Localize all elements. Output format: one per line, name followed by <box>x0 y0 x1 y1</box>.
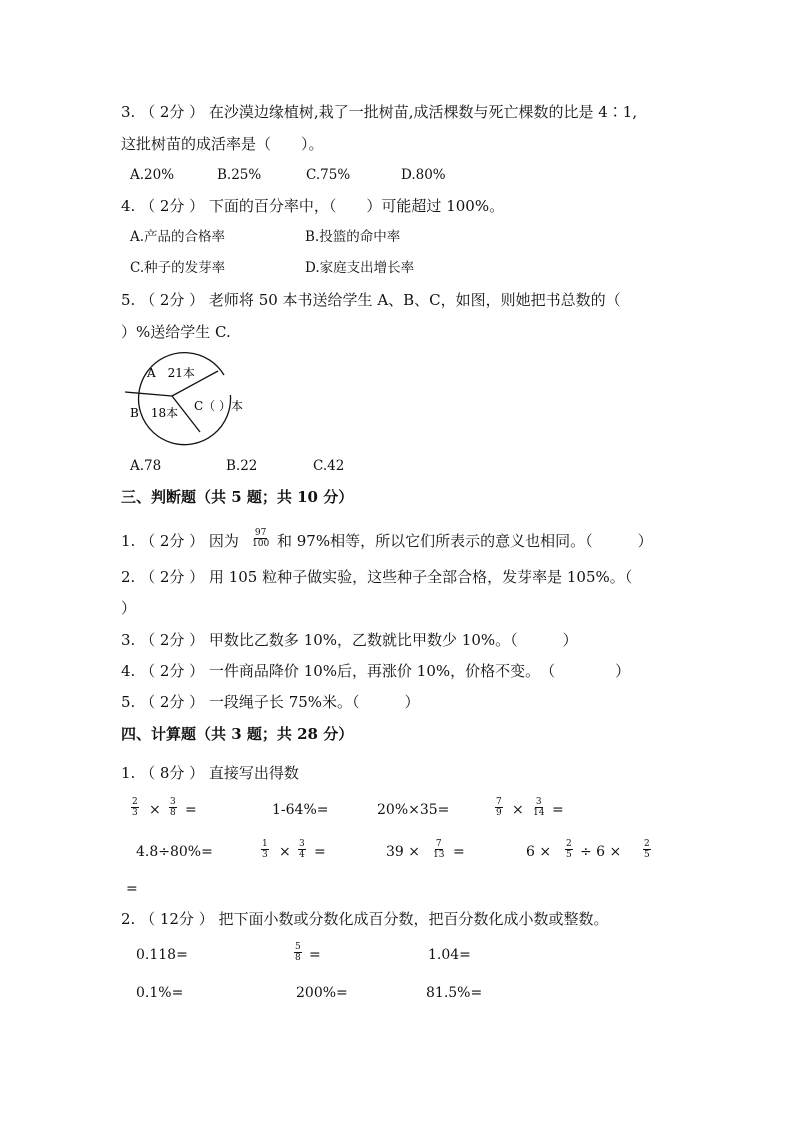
fraction-numerator: 2 <box>566 839 572 849</box>
fraction-denominator: 4 <box>299 850 305 860</box>
q3-option-b: B.25% <box>217 167 262 183</box>
fraction-denominator: 9 <box>496 808 502 818</box>
s4-q2-title: 2. （ 12分 ） 把下面小数或分数化成百分数，把百分数化成小数或整数。 <box>121 910 609 928</box>
q5-stem-line1: 5. （ 2分 ） 老师将 50 本书送给学生 A、B、C，如图，则她把书总数的（ <box>121 291 621 309</box>
s4-q2-expr4: 0.1%= <box>136 985 184 1001</box>
s4-q1-r1-frac-b <box>169 797 177 818</box>
fraction-denominator: 100 <box>252 539 270 549</box>
s4-q1-r2-frac-j <box>643 839 651 860</box>
fraction-numerator: 3 <box>299 839 305 849</box>
section3-title: 三、判断题（共 5 题；共 10 分） <box>121 488 354 506</box>
s4-q1-title: 1. （ 8分 ） 直接写出得数 <box>121 764 299 782</box>
s3-q1-prefix: 1. （ 2分 ） 因为 <box>121 532 239 550</box>
s4-q1-r2-frac-f <box>261 839 269 860</box>
pie-label-c: C（ ）本 <box>194 399 243 413</box>
q4-stem: 4. （ 2分 ） 下面的百分率中，（ ）可能超过 100%。 <box>121 197 505 215</box>
q5-option-b: B.22 <box>226 458 258 474</box>
s3-q4: 4. （ 2分 ） 一件商品降价 10%后，再涨价 10%，价格不变。 （ ） <box>121 662 631 680</box>
fraction-numerator: 3 <box>170 797 176 807</box>
q4-option-a: A.产品的合格率 <box>130 229 226 245</box>
s4-q2-expr5: 200%= <box>296 985 348 1001</box>
s4-q1-r3-equals: = <box>126 881 138 897</box>
fraction-denominator: 8 <box>295 953 301 963</box>
equals-sign: = <box>552 802 564 818</box>
fraction-denominator: 14 <box>533 808 545 818</box>
q5-option-c: C.42 <box>313 458 345 474</box>
q5-option-a: A.78 <box>130 458 162 474</box>
s4-q1-r2-expr1: 4.8÷80%= <box>136 844 213 860</box>
fraction-denominator: 13 <box>433 850 445 860</box>
q4-option-c: C.种子的发芽率 <box>130 260 226 276</box>
q4-option-d: D.家庭支出增长率 <box>305 260 415 276</box>
s3-q3: 3. （ 2分 ） 甲数比乙数多 10%，乙数就比甲数少 10%。（ ） <box>121 631 578 649</box>
s4-q2-expr3: 1.04= <box>428 947 471 963</box>
s4-q1-r1-frac-c <box>495 797 503 818</box>
s4-q1-r2-frac-g <box>298 839 306 860</box>
q3-option-a: A.20% <box>130 167 175 183</box>
fraction-numerator: 2 <box>644 839 650 849</box>
fraction-numerator: 5 <box>295 942 301 952</box>
q5-stem-line2: ）%送给学生 C. <box>121 323 231 341</box>
times-sign: × <box>279 844 291 860</box>
s4-q1-r1-expr2: 1-64%= <box>272 802 329 818</box>
s4-q1-r1-expr3: 20%×35= <box>377 802 450 818</box>
equals-sign: = <box>314 844 326 860</box>
fraction-denominator: 8 <box>170 808 176 818</box>
pie-label-a: A 21本 <box>147 366 195 380</box>
s3-q1-fraction <box>251 528 270 549</box>
s4-q1-r2-frac-i <box>565 839 573 860</box>
q3-option-d: D.80% <box>401 167 446 183</box>
s4-q2-expr1: 0.118= <box>136 947 188 963</box>
s3-q5: 5. （ 2分 ） 一段绳子长 75%米。（ ） <box>121 693 420 711</box>
q3-stem-line1: 3. （ 2分 ） 在沙漠边缘植树,栽了一批树苗,成活棵数与死亡棵数的比是 4∶1, <box>121 103 638 121</box>
pie-label-b: B 18本 <box>130 406 179 420</box>
q4-option-b: B.投篮的命中率 <box>305 229 401 245</box>
q5-pie-diagram <box>118 350 258 454</box>
fraction-denominator: 3 <box>132 808 138 818</box>
times-sign: × <box>512 802 524 818</box>
s3-q2-line2: ） <box>121 599 137 617</box>
q3-option-c: C.75% <box>306 167 351 183</box>
s4-q2-frac <box>294 942 302 963</box>
s4-q1-r2-expr4-middle: ÷ 6 × <box>580 844 622 860</box>
pie-divider-a-b <box>125 392 172 396</box>
s3-q2-line1: 2. （ 2分 ） 用 105 粒种子做实验，这些种子全部合格，发芽率是 105%。（ <box>121 568 633 586</box>
fraction-denominator: 5 <box>644 850 650 860</box>
times-sign: × <box>149 802 161 818</box>
fraction-denominator: 3 <box>262 850 268 860</box>
equals-sign: = <box>309 947 321 963</box>
fraction-numerator: 7 <box>496 797 502 807</box>
fraction-numerator: 7 <box>435 839 442 849</box>
fraction-numerator: 3 <box>535 797 542 807</box>
equals-sign: = <box>185 802 197 818</box>
s4-q1-r1-frac-d <box>532 797 545 818</box>
fraction-denominator: 5 <box>566 850 572 860</box>
fraction-numerator: 97 <box>254 528 267 538</box>
fraction-numerator: 2 <box>132 797 138 807</box>
s4-q1-r1-frac-a <box>131 797 139 818</box>
s3-q1-suffix: 和 97%相等，所以它们所表示的意义也相同。（ ） <box>277 532 653 550</box>
equals-sign: = <box>453 844 465 860</box>
s4-q1-r2-expr4-prefix: 6 × <box>526 844 552 860</box>
s4-q1-r2-expr3-prefix: 39 × <box>386 844 420 860</box>
q3-stem-line2: 这批树苗的成活率是（ ）。 <box>121 135 324 153</box>
section4-title: 四、计算题（共 3 题；共 28 分） <box>121 725 354 743</box>
fraction-numerator: 1 <box>262 839 268 849</box>
s4-q1-r2-frac-h <box>432 839 445 860</box>
s4-q2-expr6: 81.5%= <box>426 985 483 1001</box>
